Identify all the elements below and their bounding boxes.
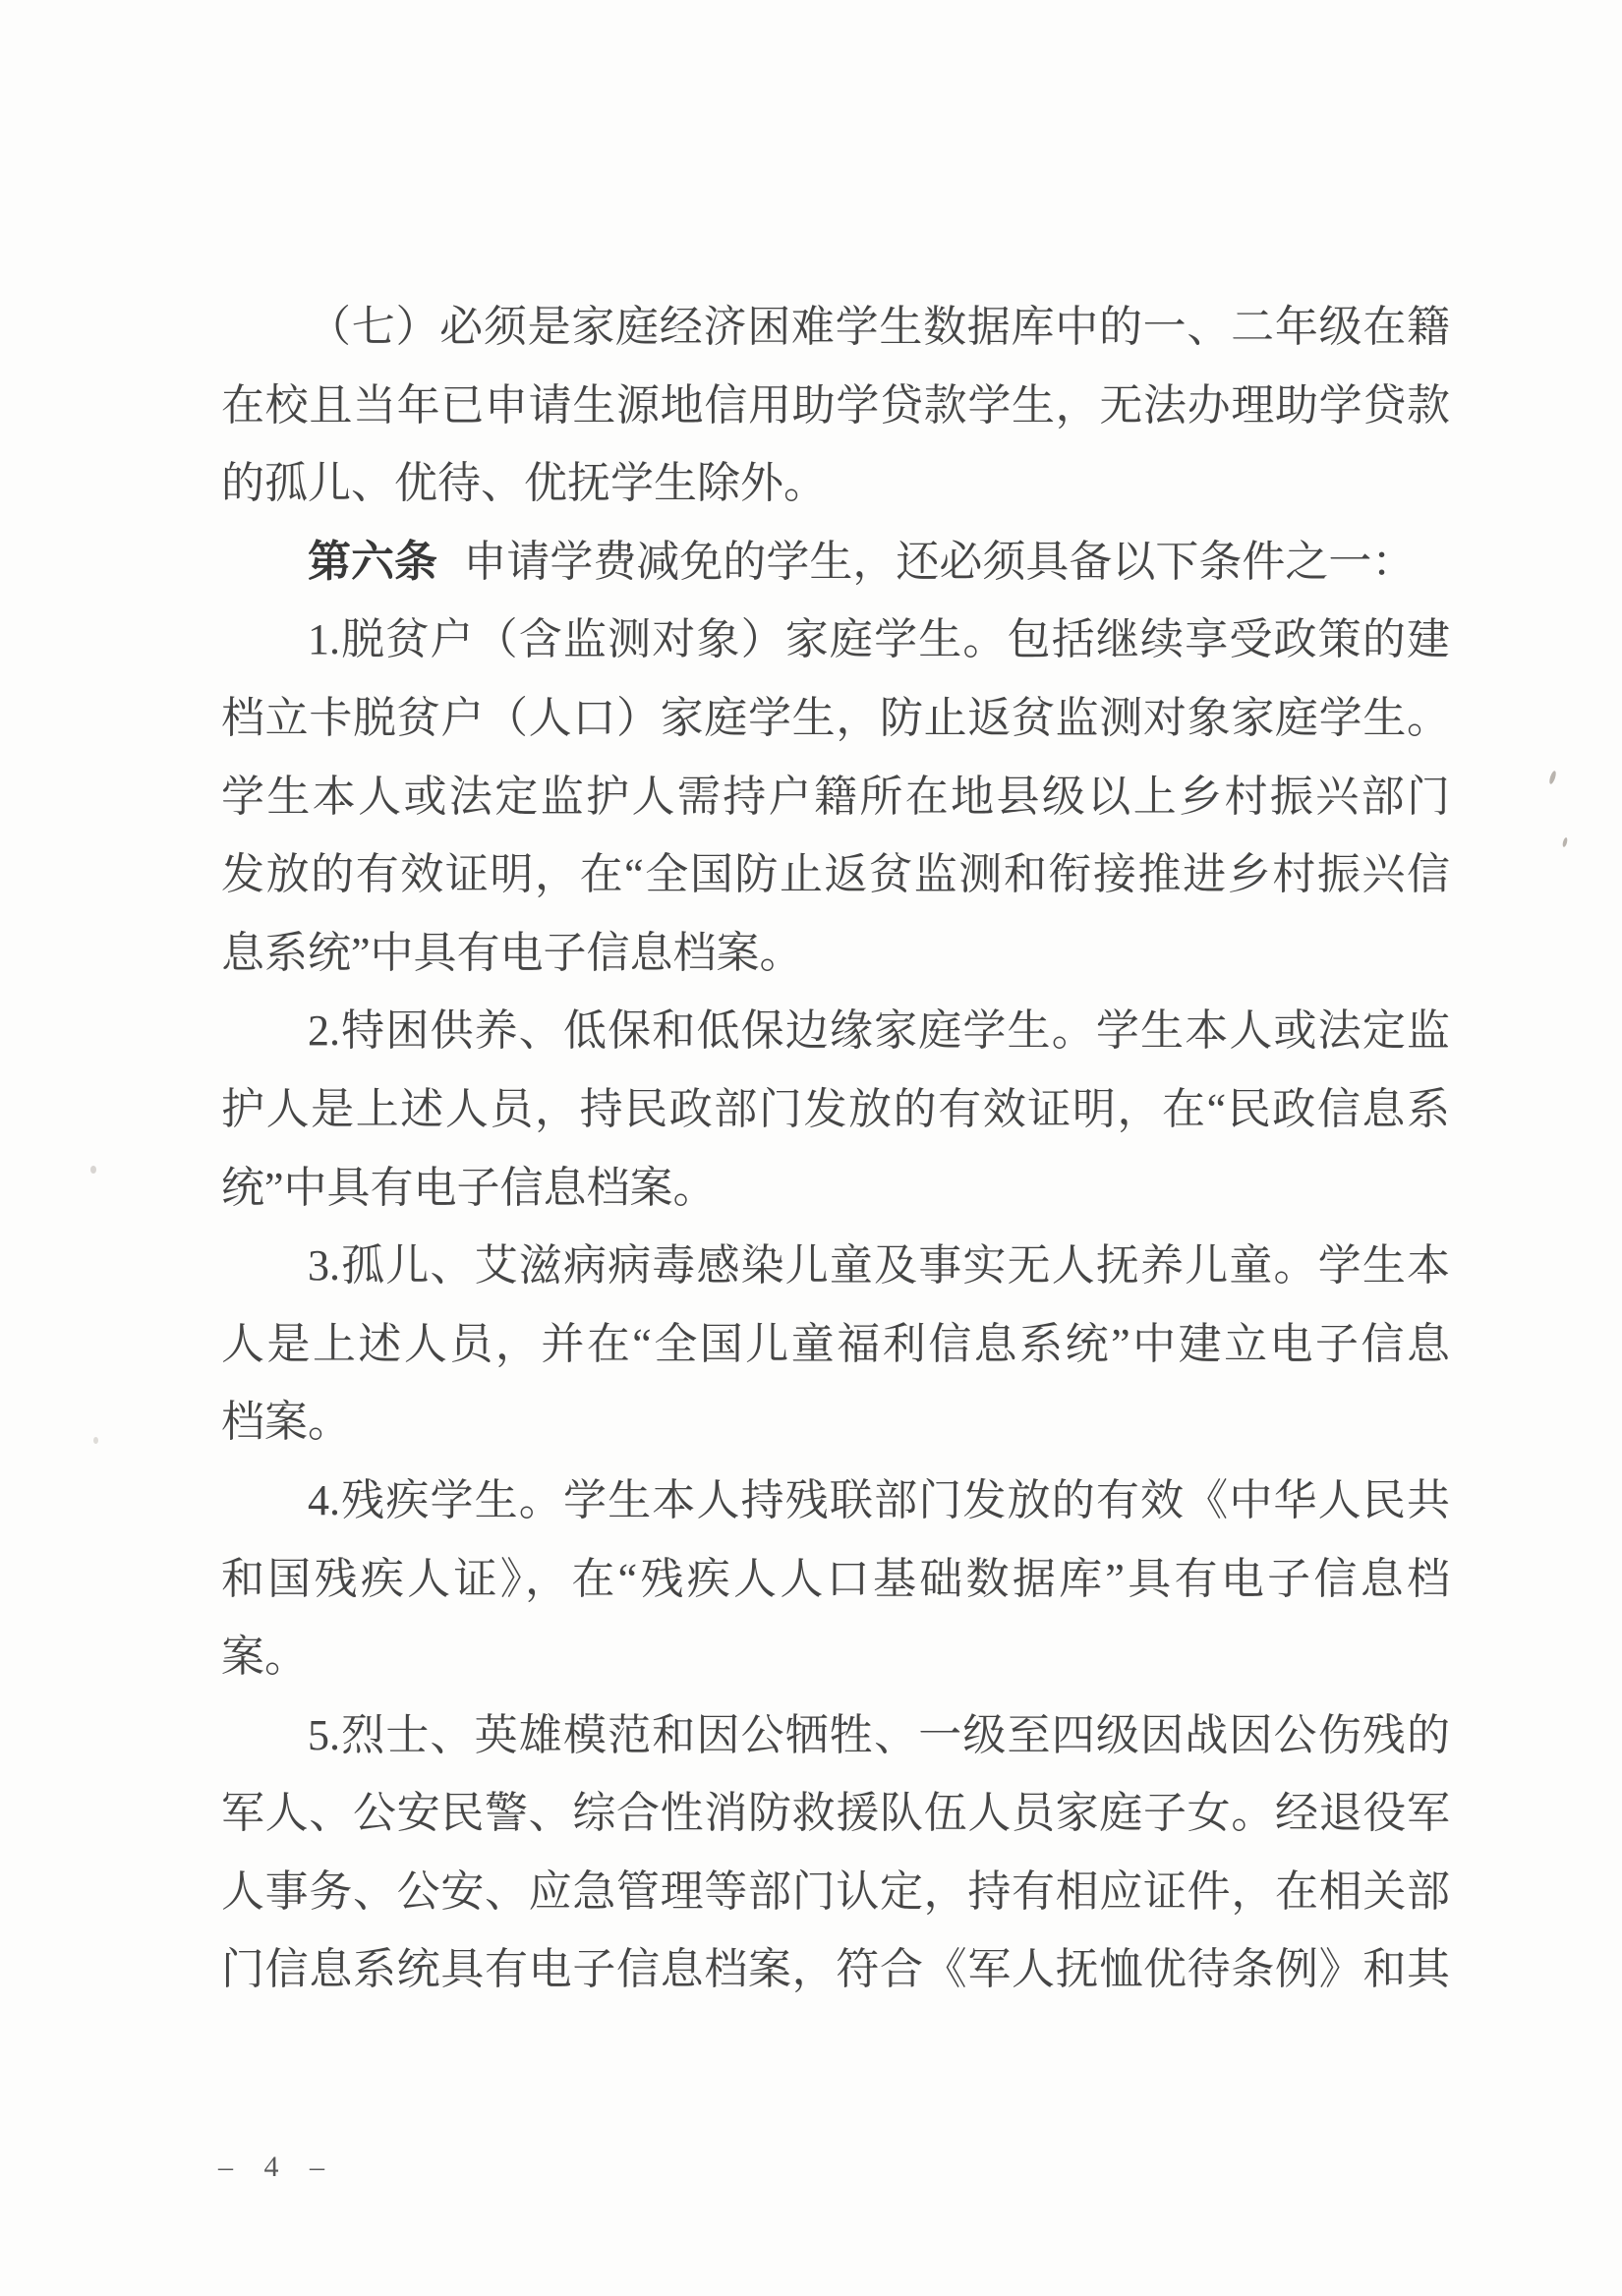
text-line	[221, 1383, 1450, 1462]
text-line	[221, 601, 1450, 679]
text-line	[221, 992, 1450, 1070]
scan-speck	[1562, 837, 1568, 848]
line-text: 档案。	[221, 1398, 351, 1447]
text-line	[221, 288, 1450, 367]
line-text: 1.脱贫户（含监测对象）家庭学生。包括继续享受政策的建	[308, 615, 1450, 664]
scan-speck	[90, 1166, 96, 1174]
line-text: 军人、公安民警、综合性消防救援队伍人员家庭子女。经退役军	[221, 1789, 1450, 1838]
line-text: 档立卡脱贫户（人口）家庭学生，防止返贫监测对象家庭学生。	[221, 693, 1450, 742]
line-text: 门信息系统具有电子信息档案，符合《军人抚恤优待条例》和其	[221, 1945, 1450, 1994]
line-text: 统”中具有电子信息档案。	[221, 1163, 717, 1212]
text-line	[221, 1618, 1450, 1696]
text-line	[221, 679, 1450, 758]
line-text: 4.残疾学生。学生本人持残联部门发放的有效《中华人民共	[308, 1475, 1450, 1524]
document-body	[221, 288, 1450, 2009]
text-line	[221, 914, 1450, 993]
page-number: – 4 –	[218, 2151, 336, 2183]
line-text: （七）必须是家庭经济困难学生数据库中的一、二年级在籍	[308, 303, 1450, 351]
line-text: 学生本人或法定监护人需持户籍所在地县级以上乡村振兴部门	[221, 772, 1450, 821]
text-line	[221, 1853, 1450, 1931]
article-number-bold: 第六条	[308, 537, 437, 586]
scan-speck	[1548, 771, 1557, 785]
line-text: 申请学费减免的学生，还必须具备以下条件之一：	[452, 537, 1416, 586]
line-text: 护人是上述人员，持民政部门发放的有效证明，在“民政信息系	[221, 1084, 1450, 1133]
text-line	[221, 1930, 1450, 2009]
text-line	[221, 1149, 1450, 1228]
text-line	[221, 444, 1450, 523]
line-text: 3.孤儿、艾滋病病毒感染儿童及事实无人抚养儿童。学生本	[308, 1241, 1450, 1291]
line-text: 5.烈士、英雄模范和因公牺牲、一级至四级因战因公伤残的	[308, 1710, 1450, 1759]
text-line	[221, 835, 1450, 914]
line-text: 和国残疾人证》，在“残疾人人口基础数据库”具有电子信息档	[221, 1554, 1450, 1603]
text-line	[221, 1696, 1450, 1775]
line-text: 发放的有效证明，在“全国防止返贫监测和衔接推进乡村振兴信	[221, 850, 1450, 899]
text-line	[221, 1462, 1450, 1540]
line-text: 人事务、公安、应急管理等部门认定，持有相应证件，在相关部	[221, 1866, 1450, 1916]
line-text: 息系统”中具有电子信息档案。	[221, 928, 803, 977]
text-line	[221, 1305, 1450, 1384]
text-line	[221, 758, 1450, 836]
line-text: 的孤儿、优待、优抚学生除外。	[221, 459, 827, 508]
line-text: 人是上述人员，并在“全国儿童福利信息系统”中建立电子信息	[221, 1319, 1450, 1368]
scan-speck	[93, 1437, 98, 1444]
line-text: 2.特困供养、低保和低保边缘家庭学生。学生本人或法定监	[308, 1006, 1450, 1056]
line-text: 案。	[221, 1633, 308, 1682]
text-line	[221, 523, 1450, 602]
text-line	[221, 1540, 1450, 1619]
text-line	[221, 367, 1450, 445]
line-text: 在校且当年已申请生源地信用助学贷款学生，无法办理助学贷款	[221, 380, 1450, 430]
text-line	[221, 1774, 1450, 1853]
text-line	[221, 1070, 1450, 1149]
text-line	[221, 1227, 1450, 1305]
